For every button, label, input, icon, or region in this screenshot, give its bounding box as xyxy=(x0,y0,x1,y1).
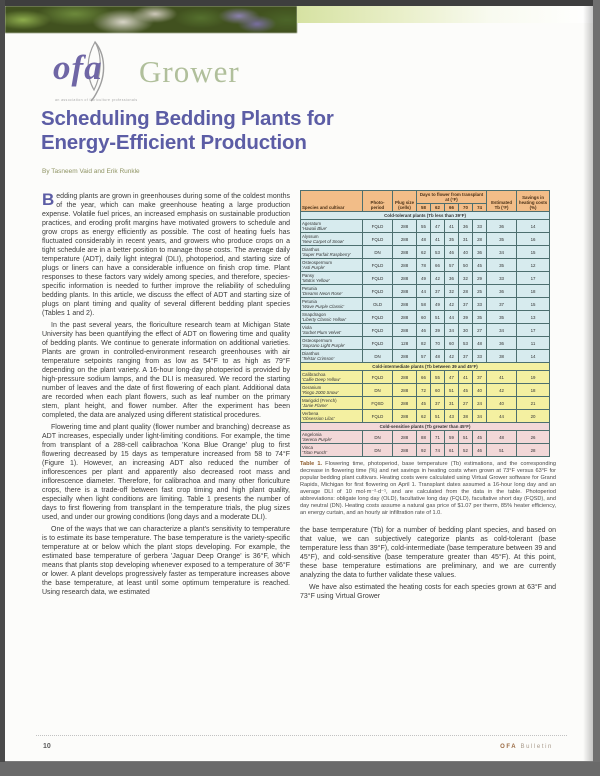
grower-logo-text: Grower xyxy=(139,54,240,89)
cell-days-to-flower: 37 xyxy=(459,298,473,311)
cell-days-to-flower: 47 xyxy=(431,220,445,233)
table-1 xyxy=(300,190,550,457)
table-section-band: Cold-intermediate plants (Tb between 39 and 45°F) xyxy=(301,363,550,371)
cell-days-to-flower: 42 xyxy=(445,298,459,311)
cell-photoperiod: FQLD xyxy=(363,324,393,337)
cell-plugsize: 288 xyxy=(393,384,417,397)
scan-border-bottom xyxy=(0,762,600,776)
cell-species: Calibrachoa 'Callie Deep Yellow' xyxy=(301,371,363,384)
cell-photoperiod: FQLD xyxy=(363,259,393,272)
cell-days-to-flower: 60 xyxy=(417,311,431,324)
cell-days-to-flower: 41 xyxy=(459,371,473,384)
cell-savings: 17 xyxy=(517,272,550,285)
cell-species: Viola 'Sorbet Plum Velvet' xyxy=(301,324,363,337)
cell-photoperiod: FQLD xyxy=(363,272,393,285)
cell-days-to-flower: 82 xyxy=(417,337,431,350)
col-day-temp-header: 74 xyxy=(473,204,487,212)
col-day-temp-header: 58 xyxy=(417,204,431,212)
cell-days-to-flower: 45 xyxy=(459,384,473,397)
cell-species: Marigold (French) 'Janie Flame' xyxy=(301,397,363,410)
cell-base-temp: 36 xyxy=(487,285,517,298)
cell-days-to-flower: 32 xyxy=(459,272,473,285)
cell-species: Verbena 'Obsession Lilac' xyxy=(301,410,363,423)
cell-days-to-flower: 45 xyxy=(473,259,487,272)
cell-base-temp: 37 xyxy=(487,298,517,311)
col-days-group-header: Days to flower from transplant at (°F) xyxy=(417,191,487,204)
cell-species: Osteospermum 'Soprano Light Purple' xyxy=(301,337,363,350)
banner-gradient-strip xyxy=(297,6,593,23)
cell-days-to-flower: 29 xyxy=(473,272,487,285)
cell-base-temp: 35 xyxy=(487,259,517,272)
cell-days-to-flower: 74 xyxy=(431,444,445,457)
cell-days-to-flower: 48 xyxy=(473,337,487,350)
cell-photoperiod: FQLD xyxy=(363,337,393,350)
cell-photoperiod: DN xyxy=(363,350,393,363)
banner-flower-photo xyxy=(5,6,297,33)
cell-plugsize: 288 xyxy=(393,259,417,272)
cell-days-to-flower: 37 xyxy=(431,285,445,298)
cell-days-to-flower: 28 xyxy=(459,285,473,298)
table-row xyxy=(301,324,550,337)
article-title xyxy=(41,107,381,155)
cell-days-to-flower: 27 xyxy=(473,324,487,337)
cell-days-to-flower: 88 xyxy=(417,431,431,444)
cell-days-to-flower: 92 xyxy=(417,444,431,457)
cell-plugsize: 288 xyxy=(393,285,417,298)
cell-days-to-flower: 27 xyxy=(459,397,473,410)
cell-days-to-flower: 25 xyxy=(473,285,487,298)
cell-days-to-flower: 66 xyxy=(431,259,445,272)
cell-days-to-flower: 33 xyxy=(473,220,487,233)
table-row xyxy=(301,337,550,350)
table-row xyxy=(301,444,550,457)
col-plugsize-header: Plug size (cells) xyxy=(393,191,417,212)
journal-name xyxy=(500,744,553,750)
cell-days-to-flower: 33 xyxy=(473,350,487,363)
cell-plugsize: 288 xyxy=(393,220,417,233)
cell-days-to-flower: 33 xyxy=(473,298,487,311)
table-1-caption-label: Table 1. xyxy=(300,461,323,467)
cell-days-to-flower: 42 xyxy=(431,272,445,285)
cell-days-to-flower: 53 xyxy=(431,246,445,259)
page-number: 10 xyxy=(43,743,51,750)
cell-days-to-flower: 53 xyxy=(459,337,473,350)
cell-days-to-flower: 39 xyxy=(431,324,445,337)
cell-base-temp: 33 xyxy=(487,272,517,285)
ofa-logo-tagline: an association of floriculture professionals xyxy=(55,98,138,102)
cell-days-to-flower: 49 xyxy=(431,298,445,311)
cell-photoperiod: FQLD xyxy=(363,371,393,384)
right-column xyxy=(300,190,556,604)
cell-days-to-flower: 55 xyxy=(417,220,431,233)
cell-days-to-flower: 32 xyxy=(445,285,459,298)
cell-species: Osteospermum 'Asti Purple' xyxy=(301,259,363,272)
cell-days-to-flower: 37 xyxy=(459,350,473,363)
col-photoperiod-header: Photo- period xyxy=(363,191,393,212)
cell-base-temp: 34 xyxy=(487,246,517,259)
cell-photoperiod: DN xyxy=(363,246,393,259)
cell-plugsize: 128 xyxy=(393,337,417,350)
cell-plugsize: 288 xyxy=(393,324,417,337)
cell-days-to-flower: 46 xyxy=(417,324,431,337)
cell-days-to-flower: 35 xyxy=(473,311,487,324)
cell-days-to-flower: 40 xyxy=(459,246,473,259)
ofa-logo-text: ofa xyxy=(53,48,103,87)
cell-savings: 17 xyxy=(517,324,550,337)
cell-species: Snapdragon 'Liberty Classic Yellow' xyxy=(301,311,363,324)
cell-savings: 20 xyxy=(517,410,550,423)
cell-days-to-flower: 55 xyxy=(431,371,445,384)
cell-days-to-flower: 41 xyxy=(431,233,445,246)
cell-days-to-flower: 37 xyxy=(431,397,445,410)
cell-days-to-flower: 36 xyxy=(445,272,459,285)
cell-savings: 28 xyxy=(517,444,550,457)
article-title-line2: Energy-Efficient Production xyxy=(41,130,307,154)
cell-photoperiod: FQLD xyxy=(363,410,393,423)
byline: By Tasneem Vaid and Erik Runkle xyxy=(42,168,140,175)
cell-days-to-flower: 41 xyxy=(445,220,459,233)
cell-days-to-flower: 72 xyxy=(417,384,431,397)
cell-days-to-flower: 45 xyxy=(473,431,487,444)
col-day-temp-header: 70 xyxy=(459,204,473,212)
table-section-band: Cold-sensitive plants (Tb greater than 45°F) xyxy=(301,423,550,431)
cell-plugsize: 288 xyxy=(393,371,417,384)
table-row xyxy=(301,371,550,384)
cell-base-temp: 35 xyxy=(487,233,517,246)
cell-days-to-flower: 45 xyxy=(417,397,431,410)
cell-savings: 26 xyxy=(517,431,550,444)
cell-days-to-flower: 52 xyxy=(459,444,473,457)
cell-days-to-flower: 40 xyxy=(473,384,487,397)
cell-days-to-flower: 38 xyxy=(459,410,473,423)
cell-days-to-flower: 48 xyxy=(431,350,445,363)
cell-base-temp: 51 xyxy=(487,444,517,457)
col-day-temp-header: 62 xyxy=(431,204,445,212)
cell-days-to-flower: 36 xyxy=(473,246,487,259)
body-paragraph: One of the ways that we can characterize a plant's sensitivity to temperature is to estimate its base temperature. The base temperature is the variety-specific temperature at or below which the plant stops developing. For example, the estimated base temperature of gerbera 'Jaguar Deep Orange' is 36°F, which means that plants stop developing whenever exposed to a temperature of 36°F or lower. A plant develops progressively faster as temperature increases above the base temperature, at least until some optimum temperature is reached. Using research data, we estimated xyxy=(42,526,290,596)
body-paragraph: Bedding plants are grown in greenhouses during some of the coldest months of the year, which can make greenhouse heating a large production expense. Volatile fuel prices, an increased emphasis on sustainable production practices, and eroding profit margins have motivated growers to schedule and grow crops as energy efficiently as possible. The cost of heating fuels has fluctuated considerably in recent years, and growers who produce crops on a tight schedule are in a better position to manage those costs. The average daily temperature (ADT), daily light integral (DLI), photoperiod, and starting size of plugs or liners can have a considerable influence on finish crop time. Plant responses to these factors vary widely among species, and therefore, species-specific information is needed to further improve the reliability of scheduling bedding plants. In this article, we discuss the effect of ADT and starting size of plugs on plant timing and quality of several different bedding plant species (Tables 1 and 2). xyxy=(42,192,290,317)
journal-name-ofa: OFA xyxy=(500,744,518,750)
body-paragraph: We have also estimated the heating costs for each species grown at 63°F and 73°F using Virtual Grower xyxy=(300,584,556,600)
cell-days-to-flower: 24 xyxy=(473,397,487,410)
cell-species: Pansy 'Matrix Yellow' xyxy=(301,272,363,285)
cell-base-temp: 42 xyxy=(487,384,517,397)
cell-photoperiod: FQLD xyxy=(363,233,393,246)
cell-photoperiod: OLD xyxy=(363,298,393,311)
cell-days-to-flower: 70 xyxy=(431,337,445,350)
cell-plugsize: 288 xyxy=(393,397,417,410)
cell-savings: 12 xyxy=(517,259,550,272)
cell-photoperiod: FQSD xyxy=(363,397,393,410)
cell-base-temp: 44 xyxy=(487,410,517,423)
magazine-page xyxy=(5,6,593,761)
cell-days-to-flower: 51 xyxy=(431,410,445,423)
cell-base-temp: 40 xyxy=(487,397,517,410)
cell-savings: 19 xyxy=(517,371,550,384)
cell-days-to-flower: 47 xyxy=(445,371,459,384)
journal-name-bulletin: Bulletin xyxy=(520,744,553,750)
cell-days-to-flower: 35 xyxy=(445,233,459,246)
cell-base-temp: 36 xyxy=(487,220,517,233)
cell-species: Ageratum 'Hawaii Blue' xyxy=(301,220,363,233)
cell-plugsize: 288 xyxy=(393,350,417,363)
article-title-line1: Scheduling Bedding Plants for xyxy=(41,107,334,130)
table-row xyxy=(301,298,550,311)
scan-border-right xyxy=(593,0,600,776)
cell-savings: 21 xyxy=(517,397,550,410)
table-row xyxy=(301,259,550,272)
cell-base-temp: 48 xyxy=(487,431,517,444)
cell-photoperiod: FQLD xyxy=(363,311,393,324)
cell-species: Dianthus 'Telstar Crimson' xyxy=(301,350,363,363)
col-species-header: Species and cultivar xyxy=(301,191,363,212)
cell-days-to-flower: 51 xyxy=(431,311,445,324)
cell-days-to-flower: 61 xyxy=(445,444,459,457)
table-row xyxy=(301,431,550,444)
cell-days-to-flower: 62 xyxy=(417,410,431,423)
right-text-column xyxy=(300,526,556,601)
cell-species: Geranium 'Ringo 2000 Snow' xyxy=(301,384,363,397)
body-paragraph: the base temperature (Tb) for a number of bedding plant species, and based on that value, we can subjectively categorize plants as cold-tolerant (base temperature less than 39°F), cold-intermediate (base temperature between 39 and 45°F), and cold-sensitive (base temperature greater than 45°F). At this point, these base temperature estimations are preliminary, and we are currently analyzing the data to further validate these values. xyxy=(300,527,556,579)
col-day-temp-header: 66 xyxy=(445,204,459,212)
cell-days-to-flower: 43 xyxy=(445,410,459,423)
cell-savings: 15 xyxy=(517,246,550,259)
table-row xyxy=(301,384,550,397)
table-row xyxy=(301,272,550,285)
table-row xyxy=(301,311,550,324)
cell-base-temp: 35 xyxy=(487,311,517,324)
cell-days-to-flower: 57 xyxy=(445,259,459,272)
cell-days-to-flower: 71 xyxy=(431,431,445,444)
cell-days-to-flower: 58 xyxy=(417,298,431,311)
table-row xyxy=(301,285,550,298)
cell-savings: 13 xyxy=(517,311,550,324)
cell-photoperiod: DN xyxy=(363,444,393,457)
cell-plugsize: 288 xyxy=(393,444,417,457)
scan-border-left xyxy=(0,0,5,776)
cell-days-to-flower: 39 xyxy=(459,311,473,324)
cell-base-temp: 41 xyxy=(487,371,517,384)
cell-days-to-flower: 34 xyxy=(473,410,487,423)
cell-base-temp: 34 xyxy=(487,324,517,337)
table-section-band: Cold-tolerant plants (Tb less than 39°F) xyxy=(301,212,550,220)
cell-days-to-flower: 50 xyxy=(459,259,473,272)
cell-days-to-flower: 42 xyxy=(445,350,459,363)
cell-days-to-flower: 44 xyxy=(417,285,431,298)
cell-days-to-flower: 31 xyxy=(459,233,473,246)
cell-days-to-flower: 37 xyxy=(473,371,487,384)
cell-base-temp: 38 xyxy=(487,350,517,363)
cell-days-to-flower: 62 xyxy=(417,246,431,259)
cell-days-to-flower: 46 xyxy=(445,246,459,259)
drop-cap: B xyxy=(42,192,55,209)
cell-species: Petunia 'Dreams Neon Rose' xyxy=(301,285,363,298)
table-row xyxy=(301,246,550,259)
cell-plugsize: 288 xyxy=(393,246,417,259)
cell-species: Dianthus 'Super Parfait Raspberry' xyxy=(301,246,363,259)
table-row xyxy=(301,233,550,246)
cell-days-to-flower: 51 xyxy=(445,384,459,397)
cell-days-to-flower: 59 xyxy=(445,431,459,444)
cell-savings: 18 xyxy=(517,384,550,397)
cell-species: Alyssum 'New Carpet of Snow' xyxy=(301,233,363,246)
cell-plugsize: 288 xyxy=(393,431,417,444)
cell-photoperiod: DN xyxy=(363,384,393,397)
cell-savings: 11 xyxy=(517,337,550,350)
cell-days-to-flower: 48 xyxy=(417,233,431,246)
cell-photoperiod: FQLD xyxy=(363,285,393,298)
col-basetemp-header: Estimated Tb (°F) xyxy=(487,191,517,212)
left-text-column xyxy=(42,192,290,732)
cell-base-temp: 36 xyxy=(487,337,517,350)
body-paragraph: Flowering time and plant quality (flower number and branching) decrease as ADT increases, especially under light-limiting conditions. For example, the time from transplant of a 288-cell calibrachoa 'Kona Blue Orange' plug to first flowering decreased by 15 days as temperature increased from 58 to 74°F (Figure 1). However, an increasing ADT also reduced the number of inflorescences per plant and apparently also decreased root mass and inflorescence diameter. Therefore, for calibrachoa and many other floriculture crops, there is a trade-off between fast crop timing and high plant quality, especially when light conditions are limiting. Table 1 presents the number of days to first flowering from transplant in the temperature trials, the plug sizes used, and under our growing conditions (long days and a moderate DLI). xyxy=(42,424,290,521)
cell-savings: 15 xyxy=(517,298,550,311)
table-1-caption-text: Flowering time, photoperiod, base temperature (Tb) estimations, and the corresponding decrease in flowering time (%) and net savings in heating costs when grown at 73°F versus 63°F for popular bedding plant cultivars. Heating costs were calculated using Virtual Grower software for Grand Rapids, Michigan for first flowering on April 1. Transplant dates assumed a 16-hour long day and an average DLI of 10 mol·m⁻²·d⁻¹, and are calculated from the data in the table. Photoperiod abbreviations: obligate long day (OLD), facultative long day (FQLD), facultative short day (FQSD), and day neutral (DN). Heating costs assume a natural gas price of $1.07 per therm, 85% heater efficiency, an energy curtain, and an hourly air infiltration rate of 1.0. xyxy=(300,461,556,516)
cell-photoperiod: FQLD xyxy=(363,220,393,233)
table-row xyxy=(301,350,550,363)
cell-days-to-flower: 49 xyxy=(417,272,431,285)
cell-days-to-flower: 57 xyxy=(417,350,431,363)
cell-days-to-flower: 78 xyxy=(417,259,431,272)
scan-border-top xyxy=(0,0,600,6)
cell-days-to-flower: 30 xyxy=(459,324,473,337)
cell-photoperiod: DN xyxy=(363,431,393,444)
cell-savings: 16 xyxy=(517,233,550,246)
footer-divider xyxy=(36,735,567,736)
table-1-caption xyxy=(300,461,556,517)
cell-days-to-flower: 66 xyxy=(417,371,431,384)
cell-plugsize: 288 xyxy=(393,298,417,311)
table-row xyxy=(301,220,550,233)
cell-days-to-flower: 44 xyxy=(445,311,459,324)
cell-days-to-flower: 51 xyxy=(459,431,473,444)
cell-plugsize: 288 xyxy=(393,311,417,324)
cell-savings: 14 xyxy=(517,220,550,233)
cell-days-to-flower: 60 xyxy=(445,337,459,350)
cell-days-to-flower: 28 xyxy=(473,233,487,246)
cell-days-to-flower: 34 xyxy=(445,324,459,337)
cell-days-to-flower: 46 xyxy=(473,444,487,457)
col-savings-header: Savings in heating costs (%) xyxy=(517,191,550,212)
cell-plugsize: 288 xyxy=(393,410,417,423)
cell-days-to-flower: 36 xyxy=(459,220,473,233)
table-row xyxy=(301,397,550,410)
cell-days-to-flower: 31 xyxy=(445,397,459,410)
cell-plugsize: 288 xyxy=(393,272,417,285)
cell-species: Angelonia 'Serena Purple' xyxy=(301,431,363,444)
cell-species: Petunia 'Wave Purple Classic' xyxy=(301,298,363,311)
cell-plugsize: 288 xyxy=(393,233,417,246)
table-row xyxy=(301,410,550,423)
cell-savings: 14 xyxy=(517,350,550,363)
cell-days-to-flower: 60 xyxy=(431,384,445,397)
cell-savings: 18 xyxy=(517,285,550,298)
cell-species: Vinca 'Titan Punch' xyxy=(301,444,363,457)
body-paragraph: In the past several years, the floriculture research team at Michigan State University has been quantifying the effect of ADT on flowering time and quality of bedding plants. We continue to generate information on additional varieties. Plants are grown in controlled-environment research greenhouses with air temperature setpoints ranging from as low as 54°F to as high as 79°F depending on the plant variety. A 16-hour long-day photoperiod is provided by high-pressure sodium lamps, and the DLI is measured. We record the starting number of leaves and the date of first flowering of each plant. Additional data are recorded when each plant flowers, such as leaf number on the primary stem, plant height, and flower number. After the experiment has been completed, the data are analyzed using different statistical procedures. xyxy=(42,322,290,419)
